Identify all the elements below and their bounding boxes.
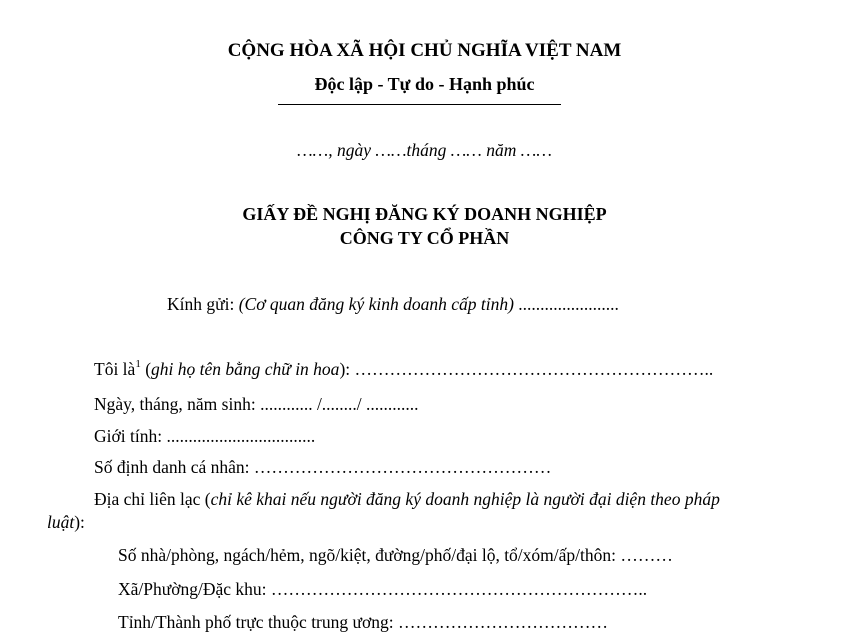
- date-of-birth-blank-field[interactable]: ............ /......../ ............: [260, 394, 419, 414]
- national-title: CỘNG HÒA XÃ HỘI CHỦ NGHĨA VIỆT NAM: [227, 40, 622, 61]
- street-blank-field[interactable]: ………: [620, 545, 673, 565]
- personal-id-line: [94, 457, 551, 478]
- ward-label: Xã/Phường/Đặc khu:: [118, 579, 271, 599]
- recipient-hint: (Cơ quan đăng ký kinh doanh cấp tỉnh): [238, 294, 514, 314]
- personal-id-label: Số định danh cá nhân:: [94, 457, 254, 477]
- gender-line: [94, 426, 315, 447]
- province-blank-field[interactable]: ………………………………: [397, 612, 608, 632]
- full-name-label: Tôi là: [94, 359, 136, 379]
- recipient-line: [167, 294, 619, 315]
- personal-id-blank-field[interactable]: ……………………………………………: [253, 457, 552, 477]
- contact-address-line2: [47, 512, 85, 533]
- street-label: Số nhà/phòng, ngách/hẻm, ngõ/kiệt, đường/phố/đại lộ, tổ/xóm/ấp/thôn:: [118, 545, 621, 565]
- full-name-line: [94, 359, 713, 380]
- document-title-line1: GIẤY ĐỀ NGHỊ ĐĂNG KÝ DOANH NGHIỆP: [242, 204, 607, 224]
- contact-address-label: Địa chỉ liên lạc (: [94, 489, 211, 509]
- paren-open: (: [140, 359, 152, 379]
- recipient-blank-field[interactable]: .......................: [513, 294, 619, 314]
- province-line: [118, 612, 608, 633]
- motto-underline-divider: [278, 104, 561, 105]
- date-of-birth-line: [94, 394, 419, 415]
- recipient-label: Kính gửi:: [167, 294, 239, 314]
- gender-label: Giới tính:: [94, 426, 167, 446]
- ward-line: [118, 579, 647, 600]
- province-label: Tỉnh/Thành phố trực thuộc trung ương:: [118, 612, 398, 632]
- contact-address-hint: chỉ kê khai nếu người đăng ký doanh nghiệp là người đại diện theo pháp: [210, 489, 720, 509]
- full-name-hint: ghi họ tên bằng chữ in hoa: [151, 359, 340, 379]
- full-name-blank-field[interactable]: ……………………………………………………..: [354, 359, 714, 379]
- contact-address-line1: [94, 489, 720, 510]
- street-line: [118, 545, 673, 566]
- contact-address-close: ):: [74, 512, 85, 532]
- national-motto: Độc lập - Tự do - Hạnh phúc: [314, 74, 535, 94]
- footnote-ref-1: 1: [135, 358, 141, 371]
- contact-address-hint-cont: luật: [47, 512, 75, 532]
- date-line: ……, ngày ……tháng …… năm ……: [297, 140, 552, 160]
- ward-blank-field[interactable]: ………………………………………………………..: [270, 579, 648, 599]
- document-title-line2: CÔNG TY CỔ PHẦN: [339, 228, 510, 248]
- date-of-birth-label: Ngày, tháng, năm sinh:: [94, 394, 261, 414]
- paren-close: ):: [339, 359, 355, 379]
- gender-blank-field[interactable]: ..................................: [166, 426, 316, 446]
